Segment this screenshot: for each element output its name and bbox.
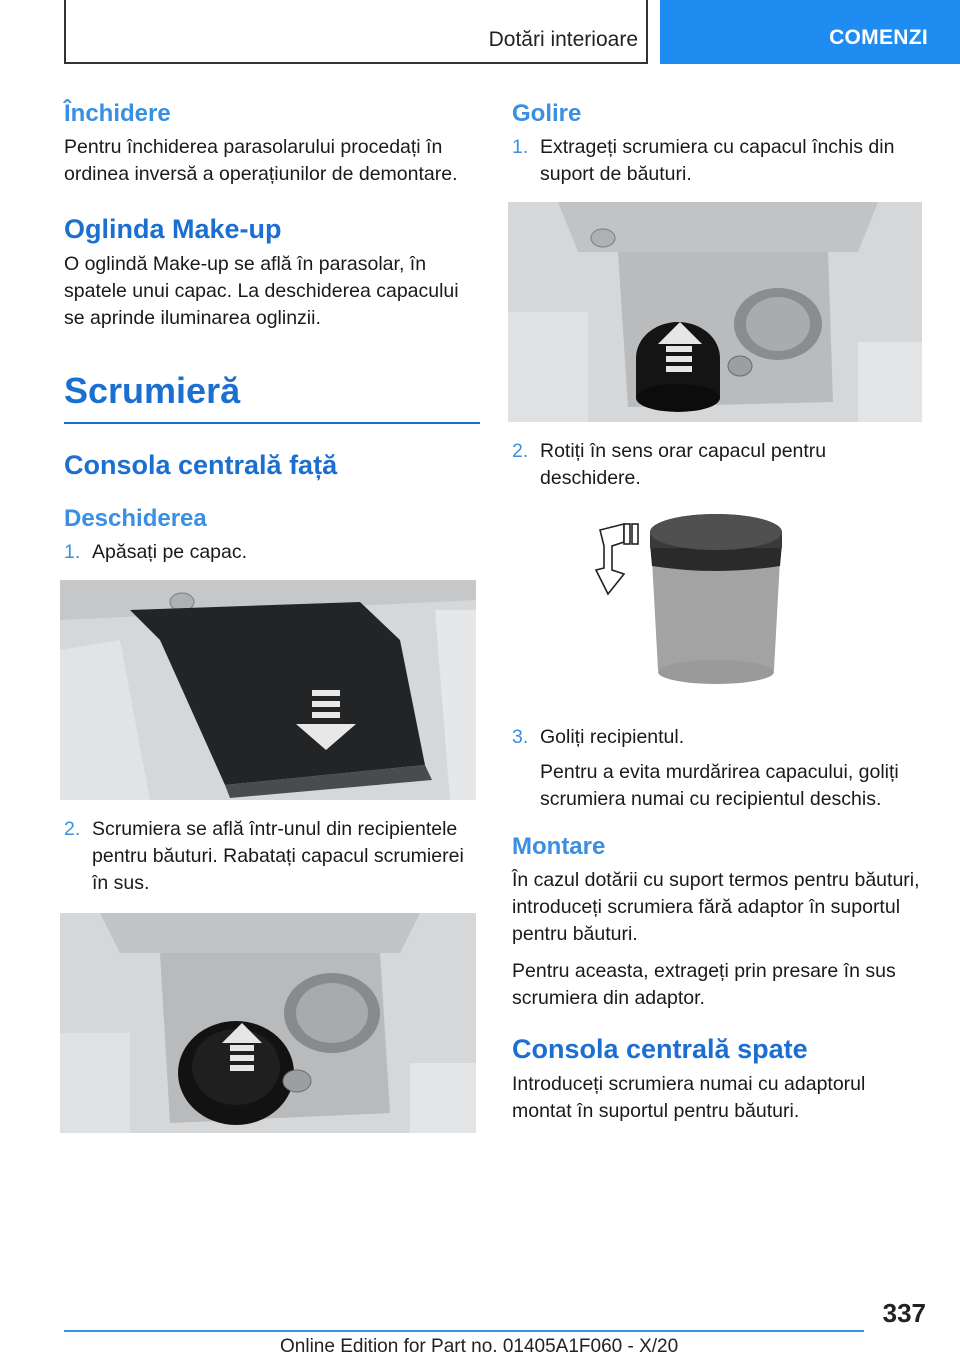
mirror-text: O oglindă Make-up se află în parasolar, în spatele unui capac. La deschiderea capacului se aprinde iluminarea oglinzii. — [64, 253, 459, 329]
rear-console-title: Consola centrală spate — [512, 1034, 808, 1064]
list-item — [64, 539, 480, 566]
left-column — [64, 100, 480, 1133]
step-number: 1. — [64, 541, 81, 563]
list-item — [512, 438, 926, 492]
page-number: 337 — [882, 1298, 926, 1328]
step-number: 3. — [512, 726, 529, 748]
cup-holder-icon — [60, 913, 476, 1133]
step-number: 1. — [512, 136, 529, 158]
mount-paragraph-1: În cazul dotării cu suport termos pentru băuturi, introduceți scrumiera fără adaptor în suportul pentru băuturi. — [512, 869, 920, 945]
step-number: 2. — [64, 818, 81, 840]
right-column — [512, 100, 926, 1135]
step-text: Scrumiera se află într-unul din recipientele pentru băuturi. Rabatați capacul scrumierei în sus. — [92, 818, 464, 894]
front-console-title: Consola centrală față — [64, 450, 338, 480]
step3-note: Pentru a evita murdărirea capacului, goliți scrumiera numai cu recipientul deschis. — [540, 761, 899, 810]
opening-title: Deschiderea — [64, 505, 207, 532]
step-text: Extrageți scrumiera cu capacul închis din suport de băuturi. — [540, 136, 895, 185]
footer-divider — [64, 1330, 864, 1332]
remove-ashtray-icon — [508, 202, 922, 422]
mount-paragraph-2: Pentru aceasta, extrageți prin presare în sus scrumiera din adaptor. — [512, 960, 896, 1009]
mirror-title: Oglinda Make-up — [64, 214, 282, 244]
illustration-remove-ashtray — [508, 202, 922, 422]
step-text: Rotiți în sens orar capacul pentru deschidere. — [540, 440, 827, 489]
step-text: Apăsați pe capac. — [92, 541, 248, 563]
illustration-cover-press — [60, 580, 476, 800]
illustration-open-lid — [512, 510, 926, 710]
illustration-flip-lid — [60, 913, 476, 1133]
header-chapter-tab[interactable]: COMENZI — [660, 0, 960, 64]
rear-console-text: Introduceți scrumiera numai cu adaptorul montat în suportul pentru băuturi. — [512, 1073, 866, 1122]
cover-press-icon — [60, 580, 476, 800]
step-text: Goliți recipientul. — [540, 726, 685, 748]
edition-info: Online Edition for Part no. 01405A1F060 - X/20 — [280, 1336, 679, 1357]
mount-title: Montare — [512, 833, 606, 860]
closing-text: Pentru închiderea parasolarului procedați în ordinea inversă a operațiunilor de demontare. — [64, 136, 458, 185]
empty-title: Golire — [512, 100, 582, 127]
list-item — [512, 724, 926, 751]
closing-title: Închidere — [64, 100, 171, 127]
list-item — [512, 134, 926, 188]
header-section-title: Dotări interioare — [488, 28, 638, 51]
chapter-title: Scrumieră — [64, 370, 480, 424]
step-number: 2. — [512, 440, 529, 462]
list-item — [64, 816, 480, 897]
rotate-lid-icon — [512, 510, 926, 710]
